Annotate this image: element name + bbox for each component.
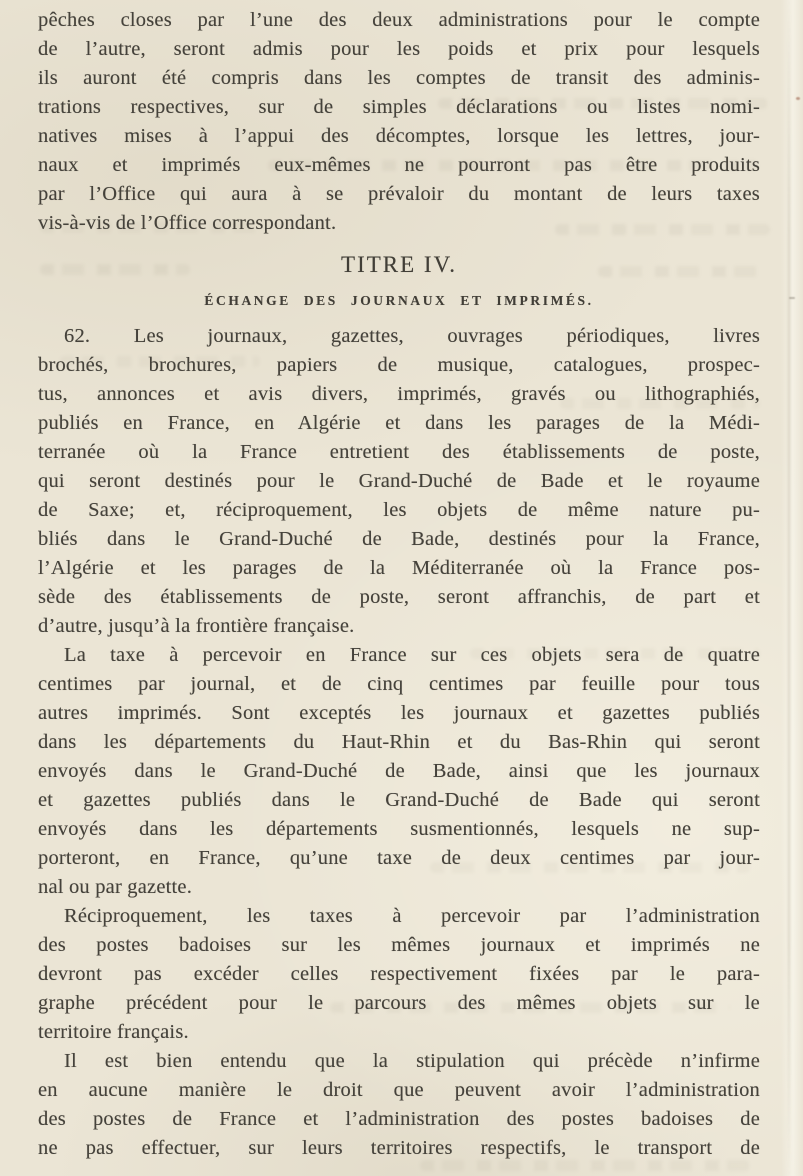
text-line: envoyés dans le Grand-Duché de Bade, ainsi que les journaux xyxy=(38,760,760,782)
text-line: bliés dans le Grand-Duché de Bade, destinés pour la France, xyxy=(38,528,760,550)
text-line: dans les départements du Haut-Rhin et du Bas-Rhin qui seront xyxy=(38,731,760,753)
text-line: Il est bien entendu que la stipulation qui précède n’infirme xyxy=(64,1050,760,1072)
text-line: 62. Les journaux, gazettes, ouvrages périodiques, livres xyxy=(64,325,760,347)
text-line: porteront, en France, qu’une taxe de deux centimes par jour- xyxy=(38,847,760,869)
text-line: ils auront été compris dans les comptes de transit des adminis- xyxy=(38,67,760,89)
text-line: et gazettes publiés dans le Grand-Duché de Bade qui seront xyxy=(38,789,760,811)
text-line: natives mises à l’appui des décomptes, lorsque les lettres, jour- xyxy=(38,125,760,147)
text-line: trations respectives, sur de simples déclarations ou listes nomi- xyxy=(38,96,760,118)
text-line: de Saxe; et, réciproquement, les objets de même nature pu- xyxy=(38,499,760,521)
text-line: territoire français. xyxy=(38,1021,189,1043)
paragraph-stipulation xyxy=(38,1047,760,1163)
text-line: graphe précédent pour le parcours des mêmes objets sur le xyxy=(38,992,760,1014)
text-line: des postes badoises sur les mêmes journaux et imprimés ne xyxy=(38,934,760,956)
text-line: d’autre, jusqu’à la frontière française. xyxy=(38,615,355,637)
text-line: vis-à-vis de l’Office correspondant. xyxy=(38,212,337,234)
text-line: publiés en France, en Algérie et dans les parages de la Médi- xyxy=(38,412,760,434)
paragraph-reciproquement xyxy=(38,902,760,1047)
text-line: naux et imprimés eux-mêmes ne pourront pas être produits xyxy=(38,154,760,176)
text-line: pêches closes par l’une des deux administrations pour le compte xyxy=(38,9,760,31)
text-line: terranée où la France entretient des établissements de poste, xyxy=(38,441,760,463)
text-line: l’Algérie et les parages de la Méditerranée où la France pos- xyxy=(38,557,760,579)
text-line: La taxe à percevoir en France sur ces objets sera de quatre xyxy=(64,644,760,666)
text-line: devront pas excéder celles respectivement fixées par le para- xyxy=(38,963,760,985)
text-line: nal ou par gazette. xyxy=(38,876,193,898)
paragraph-article-62 xyxy=(38,322,760,641)
text-line: centimes par journal, et de cinq centimes par feuille pour tous xyxy=(38,673,760,695)
text-line: des postes de France et l’administration des postes badoises de xyxy=(38,1108,760,1130)
text-line: sède des établissements de poste, seront affranchis, de part et xyxy=(38,586,760,608)
text-line: brochés, brochures, papiers de musique, catalogues, prospec- xyxy=(38,354,760,376)
text-line: de l’autre, seront admis pour les poids et prix pour lesquels xyxy=(38,38,760,60)
text-line: par l’Office qui aura à se prévaloir du montant de leurs taxes xyxy=(38,183,760,205)
paragraph-continuation xyxy=(38,6,760,238)
text-line: en aucune manière le droit que peuvent avoir l’administration xyxy=(38,1079,760,1101)
text-line: envoyés dans les départements susmentionnés, lesquels ne sup- xyxy=(38,818,760,840)
text-line: qui seront destinés pour le Grand-Duché de Bade et le royaume xyxy=(38,470,760,492)
section-subtitle: ÉCHANGE DES JOURNAUX ET IMPRIMÉS. xyxy=(204,293,594,308)
text-line: tus, annonces et avis divers, imprimés, gravés ou lithographiés, xyxy=(38,383,760,405)
text-line: autres imprimés. Sont exceptés les journaux et gazettes publiés xyxy=(38,702,760,724)
text-line: ne pas effectuer, sur leurs territoires respectifs, le transport de xyxy=(38,1137,760,1159)
paragraph-taxe xyxy=(38,641,760,902)
text-line: Réciproquement, les taxes à percevoir par l’administration xyxy=(64,905,760,927)
section-title: TITRE IV. xyxy=(341,252,457,277)
